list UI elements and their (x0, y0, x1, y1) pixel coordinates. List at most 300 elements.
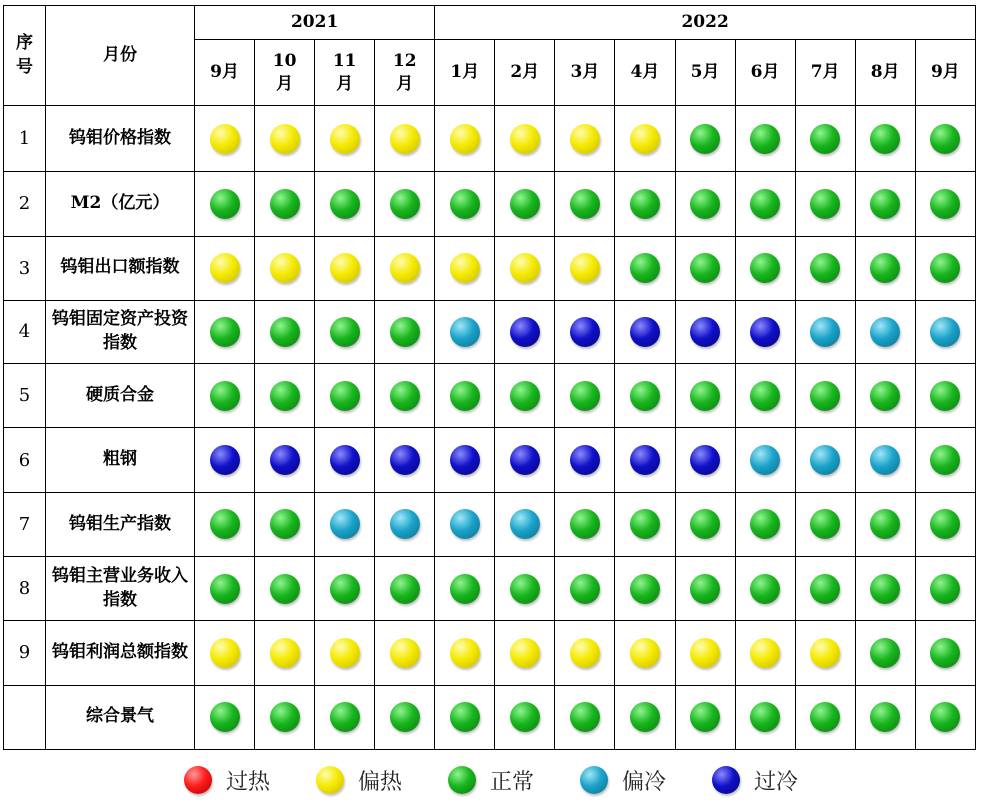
status-ball-normal (810, 381, 840, 411)
status-cell (675, 300, 735, 363)
status-cell (855, 621, 915, 685)
status-ball-normal (390, 189, 420, 219)
status-cell (675, 492, 735, 556)
status-ball-cold (270, 445, 300, 475)
status-ball-normal (210, 509, 240, 539)
status-cell (615, 106, 675, 172)
status-ball-normal (750, 381, 780, 411)
status-cell (315, 172, 375, 236)
status-ball-normal (630, 702, 660, 732)
status-cell (375, 106, 435, 172)
status-ball-normal (630, 189, 660, 219)
status-ball-warm (690, 638, 720, 668)
status-ball-cold (750, 317, 780, 347)
status-ball-normal (870, 253, 900, 283)
status-cell (795, 621, 855, 685)
status-ball-warm (450, 638, 480, 668)
status-cell (195, 236, 255, 300)
status-ball-cool (810, 317, 840, 347)
seq-header (4, 6, 46, 106)
status-cell (255, 621, 315, 685)
status-cell (195, 621, 255, 685)
legend-label: 偏热 (357, 769, 402, 795)
status-ball-normal (330, 189, 360, 219)
status-ball-cold (450, 445, 480, 475)
month-header-10: 7月 (795, 40, 855, 106)
month-header-5: 2月 (495, 40, 555, 106)
status-ball-normal (510, 381, 540, 411)
status-cell (915, 236, 975, 300)
status-cell (255, 428, 315, 492)
legend-ball-overheat (184, 766, 212, 794)
status-cell (795, 428, 855, 492)
status-ball-normal (930, 253, 960, 283)
month-header-7: 4月 (615, 40, 675, 106)
table-row (4, 557, 976, 621)
legend-item-warm (316, 765, 402, 796)
status-ball-normal (870, 189, 900, 219)
status-cell (315, 106, 375, 172)
status-cell (855, 428, 915, 492)
status-cell (435, 300, 495, 363)
status-cell (555, 364, 615, 428)
legend-item-cool (580, 765, 666, 796)
status-cell (495, 172, 555, 236)
row-seq: 3 (4, 236, 46, 300)
legend-ball-cool (580, 766, 608, 794)
status-ball-normal (750, 509, 780, 539)
status-ball-normal (510, 574, 540, 604)
table-row (4, 685, 976, 749)
status-ball-warm (210, 124, 240, 154)
status-ball-warm (630, 638, 660, 668)
status-cell (915, 172, 975, 236)
status-ball-normal (570, 509, 600, 539)
status-cell (435, 685, 495, 749)
status-ball-normal (690, 381, 720, 411)
status-cell (435, 428, 495, 492)
status-ball-normal (390, 381, 420, 411)
status-ball-warm (510, 638, 540, 668)
status-cell (375, 557, 435, 621)
status-ball-normal (210, 189, 240, 219)
status-cell (195, 300, 255, 363)
status-cell (615, 300, 675, 363)
status-cell (555, 236, 615, 300)
status-cell (255, 685, 315, 749)
status-cell (915, 492, 975, 556)
status-ball-warm (570, 124, 600, 154)
status-cell (375, 492, 435, 556)
status-ball-normal (450, 702, 480, 732)
status-cell (615, 621, 675, 685)
status-cell (195, 364, 255, 428)
status-ball-normal (510, 189, 540, 219)
status-ball-normal (630, 509, 660, 539)
status-cell (795, 172, 855, 236)
status-ball-warm (450, 124, 480, 154)
status-ball-warm (750, 638, 780, 668)
status-ball-normal (390, 574, 420, 604)
status-cell (555, 172, 615, 236)
row-indicator-name: 钨钼固定资产投资指数 (46, 300, 195, 363)
status-cell (615, 685, 675, 749)
legend (0, 758, 982, 802)
legend-item-cold (712, 765, 798, 796)
legend-ball-cold (712, 766, 740, 794)
status-cell (915, 621, 975, 685)
status-ball-normal (390, 702, 420, 732)
seq-header-label: 序号 (16, 32, 33, 78)
status-cell (915, 685, 975, 749)
status-cell (855, 172, 915, 236)
status-ball-normal (210, 574, 240, 604)
row-seq: 1 (4, 106, 46, 172)
status-ball-normal (210, 317, 240, 347)
status-cell (555, 557, 615, 621)
row-indicator-name: 粗钢 (46, 428, 195, 492)
row-seq: 2 (4, 172, 46, 236)
status-ball-normal (930, 574, 960, 604)
status-ball-normal (750, 253, 780, 283)
status-ball-normal (810, 702, 840, 732)
status-ball-normal (330, 317, 360, 347)
status-ball-cold (630, 317, 660, 347)
status-ball-cold (210, 445, 240, 475)
status-cell (795, 685, 855, 749)
status-cell (855, 106, 915, 172)
row-seq: 6 (4, 428, 46, 492)
status-ball-cool (870, 445, 900, 475)
status-cell (855, 492, 915, 556)
status-cell (375, 685, 435, 749)
status-cell (495, 621, 555, 685)
legend-label: 偏冷 (622, 769, 667, 795)
status-cell (195, 172, 255, 236)
status-ball-normal (330, 381, 360, 411)
status-cell (375, 364, 435, 428)
status-cell (855, 685, 915, 749)
status-cell (915, 106, 975, 172)
status-cell (795, 236, 855, 300)
status-cell (915, 300, 975, 363)
row-indicator-name: 硬质合金 (46, 364, 195, 428)
table-row (4, 300, 976, 363)
status-cell (735, 364, 795, 428)
status-cell (795, 492, 855, 556)
status-ball-normal (690, 574, 720, 604)
status-cell (615, 364, 675, 428)
status-cell (795, 300, 855, 363)
status-cell (615, 236, 675, 300)
legend-ball-normal (448, 766, 476, 794)
status-ball-warm (570, 638, 600, 668)
status-cell (255, 557, 315, 621)
month-header-9: 6月 (735, 40, 795, 106)
status-ball-warm (270, 638, 300, 668)
status-cell (255, 172, 315, 236)
status-cell (735, 557, 795, 621)
status-cell (315, 364, 375, 428)
status-cell (315, 236, 375, 300)
status-ball-warm (210, 638, 240, 668)
status-ball-normal (690, 124, 720, 154)
boom-indicator-table (3, 5, 976, 750)
status-ball-warm (330, 124, 360, 154)
status-ball-warm (450, 253, 480, 283)
status-ball-normal (750, 124, 780, 154)
status-ball-cool (510, 509, 540, 539)
status-cell (195, 557, 255, 621)
status-ball-normal (570, 702, 600, 732)
status-ball-normal (750, 574, 780, 604)
status-ball-normal (870, 124, 900, 154)
status-cell (195, 106, 255, 172)
status-ball-normal (870, 702, 900, 732)
status-cell (555, 428, 615, 492)
status-ball-normal (270, 317, 300, 347)
table-row (4, 106, 976, 172)
status-cell (735, 428, 795, 492)
status-cell (195, 685, 255, 749)
status-ball-normal (810, 574, 840, 604)
status-ball-normal (930, 445, 960, 475)
month-header-8: 5月 (675, 40, 735, 106)
row-seq: 4 (4, 300, 46, 363)
status-cell (735, 492, 795, 556)
status-cell (555, 492, 615, 556)
month-header-0: 9月 (195, 40, 255, 106)
status-ball-warm (270, 253, 300, 283)
status-ball-warm (330, 638, 360, 668)
status-cell (435, 557, 495, 621)
legend-label: 过冷 (754, 769, 799, 795)
status-ball-normal (330, 574, 360, 604)
status-cell (495, 300, 555, 363)
status-ball-cool (390, 509, 420, 539)
status-cell (555, 685, 615, 749)
row-seq: 5 (4, 364, 46, 428)
status-cell (675, 685, 735, 749)
status-cell (375, 428, 435, 492)
status-cell (435, 236, 495, 300)
month-header-3: 12月 (375, 40, 435, 106)
status-cell (195, 492, 255, 556)
status-cell (435, 172, 495, 236)
status-ball-normal (630, 574, 660, 604)
table-row (4, 172, 976, 236)
status-ball-warm (270, 124, 300, 154)
status-ball-normal (750, 189, 780, 219)
status-ball-normal (270, 509, 300, 539)
legend-label: 过热 (225, 769, 270, 795)
status-cell (675, 172, 735, 236)
status-cell (795, 557, 855, 621)
status-cell (735, 300, 795, 363)
row-seq: 9 (4, 621, 46, 685)
status-cell (255, 364, 315, 428)
status-cell (435, 621, 495, 685)
status-ball-normal (270, 381, 300, 411)
month-header-2: 11月 (315, 40, 375, 106)
status-ball-normal (270, 702, 300, 732)
month-header (46, 6, 195, 106)
status-ball-normal (810, 189, 840, 219)
status-ball-warm (510, 253, 540, 283)
status-ball-normal (630, 381, 660, 411)
month-header-6: 3月 (555, 40, 615, 106)
status-cell (435, 106, 495, 172)
status-ball-cold (330, 445, 360, 475)
month-header-label: 月份 (103, 44, 137, 65)
status-cell (735, 621, 795, 685)
status-cell (855, 364, 915, 428)
status-ball-cool (930, 317, 960, 347)
status-ball-warm (570, 253, 600, 283)
status-cell (855, 300, 915, 363)
status-ball-cold (690, 317, 720, 347)
row-indicator-name: 钨钼生产指数 (46, 492, 195, 556)
status-ball-normal (510, 702, 540, 732)
status-ball-warm (630, 124, 660, 154)
status-cell (795, 106, 855, 172)
status-cell (675, 106, 735, 172)
status-cell (315, 685, 375, 749)
legend-item-normal (448, 765, 534, 796)
status-cell (675, 364, 735, 428)
status-ball-cold (690, 445, 720, 475)
status-cell (915, 557, 975, 621)
month-header-4: 1月 (435, 40, 495, 106)
status-cell (495, 106, 555, 172)
table-row (4, 492, 976, 556)
status-cell (495, 492, 555, 556)
status-ball-cold (510, 445, 540, 475)
status-cell (375, 172, 435, 236)
status-ball-normal (270, 574, 300, 604)
status-ball-normal (450, 574, 480, 604)
status-cell (915, 364, 975, 428)
status-cell (855, 236, 915, 300)
status-cell (255, 300, 315, 363)
table-row (4, 428, 976, 492)
status-cell (555, 300, 615, 363)
status-ball-normal (810, 124, 840, 154)
status-cell (495, 364, 555, 428)
status-ball-normal (930, 381, 960, 411)
row-indicator-name: 钨钼价格指数 (46, 106, 195, 172)
status-cell (495, 428, 555, 492)
status-ball-normal (630, 253, 660, 283)
status-cell (255, 236, 315, 300)
status-ball-normal (870, 381, 900, 411)
status-ball-normal (270, 189, 300, 219)
status-cell (615, 428, 675, 492)
status-cell (375, 300, 435, 363)
status-ball-cold (510, 317, 540, 347)
status-cell (315, 492, 375, 556)
status-cell (495, 236, 555, 300)
status-cell (915, 428, 975, 492)
status-ball-cool (330, 509, 360, 539)
status-cell (615, 172, 675, 236)
status-cell (495, 685, 555, 749)
status-ball-normal (930, 189, 960, 219)
status-ball-warm (810, 638, 840, 668)
status-ball-normal (450, 381, 480, 411)
status-ball-normal (690, 509, 720, 539)
status-cell (315, 428, 375, 492)
status-ball-normal (570, 381, 600, 411)
month-header-1: 10月 (255, 40, 315, 106)
status-ball-normal (570, 189, 600, 219)
status-ball-normal (210, 702, 240, 732)
status-ball-normal (390, 317, 420, 347)
status-cell (555, 106, 615, 172)
status-cell (375, 236, 435, 300)
status-cell (315, 621, 375, 685)
status-cell (315, 557, 375, 621)
status-cell (675, 236, 735, 300)
status-cell (735, 172, 795, 236)
status-cell (735, 236, 795, 300)
status-ball-normal (570, 574, 600, 604)
status-cell (375, 621, 435, 685)
row-indicator-name: 钨钼利润总额指数 (46, 621, 195, 685)
status-ball-warm (390, 638, 420, 668)
status-ball-normal (810, 509, 840, 539)
status-cell (735, 685, 795, 749)
status-ball-normal (690, 702, 720, 732)
legend-ball-warm (316, 766, 344, 794)
row-indicator-name: 钨钼出口额指数 (46, 236, 195, 300)
status-ball-cool (450, 509, 480, 539)
legend-label: 正常 (489, 769, 534, 795)
status-ball-warm (390, 124, 420, 154)
status-ball-normal (750, 702, 780, 732)
status-ball-normal (690, 189, 720, 219)
status-ball-normal (450, 189, 480, 219)
status-cell (255, 106, 315, 172)
status-cell (615, 492, 675, 556)
table-row (4, 621, 976, 685)
status-ball-normal (930, 124, 960, 154)
status-ball-cool (750, 445, 780, 475)
status-cell (495, 557, 555, 621)
status-ball-normal (930, 509, 960, 539)
row-seq: 7 (4, 492, 46, 556)
table-row (4, 236, 976, 300)
row-indicator-name: 钨钼主营业务收入指数 (46, 557, 195, 621)
status-cell (795, 364, 855, 428)
status-ball-cold (570, 445, 600, 475)
row-indicator-name: M2（亿元） (46, 172, 195, 236)
status-ball-normal (870, 574, 900, 604)
status-cell (735, 106, 795, 172)
status-ball-cool (810, 445, 840, 475)
status-cell (855, 557, 915, 621)
status-cell (555, 621, 615, 685)
status-cell (615, 557, 675, 621)
status-ball-cool (450, 317, 480, 347)
row-seq: 8 (4, 557, 46, 621)
status-cell (255, 492, 315, 556)
legend-item-overheat (184, 765, 270, 796)
status-ball-normal (870, 638, 900, 668)
status-cell (315, 300, 375, 363)
status-ball-warm (510, 124, 540, 154)
status-cell (675, 428, 735, 492)
